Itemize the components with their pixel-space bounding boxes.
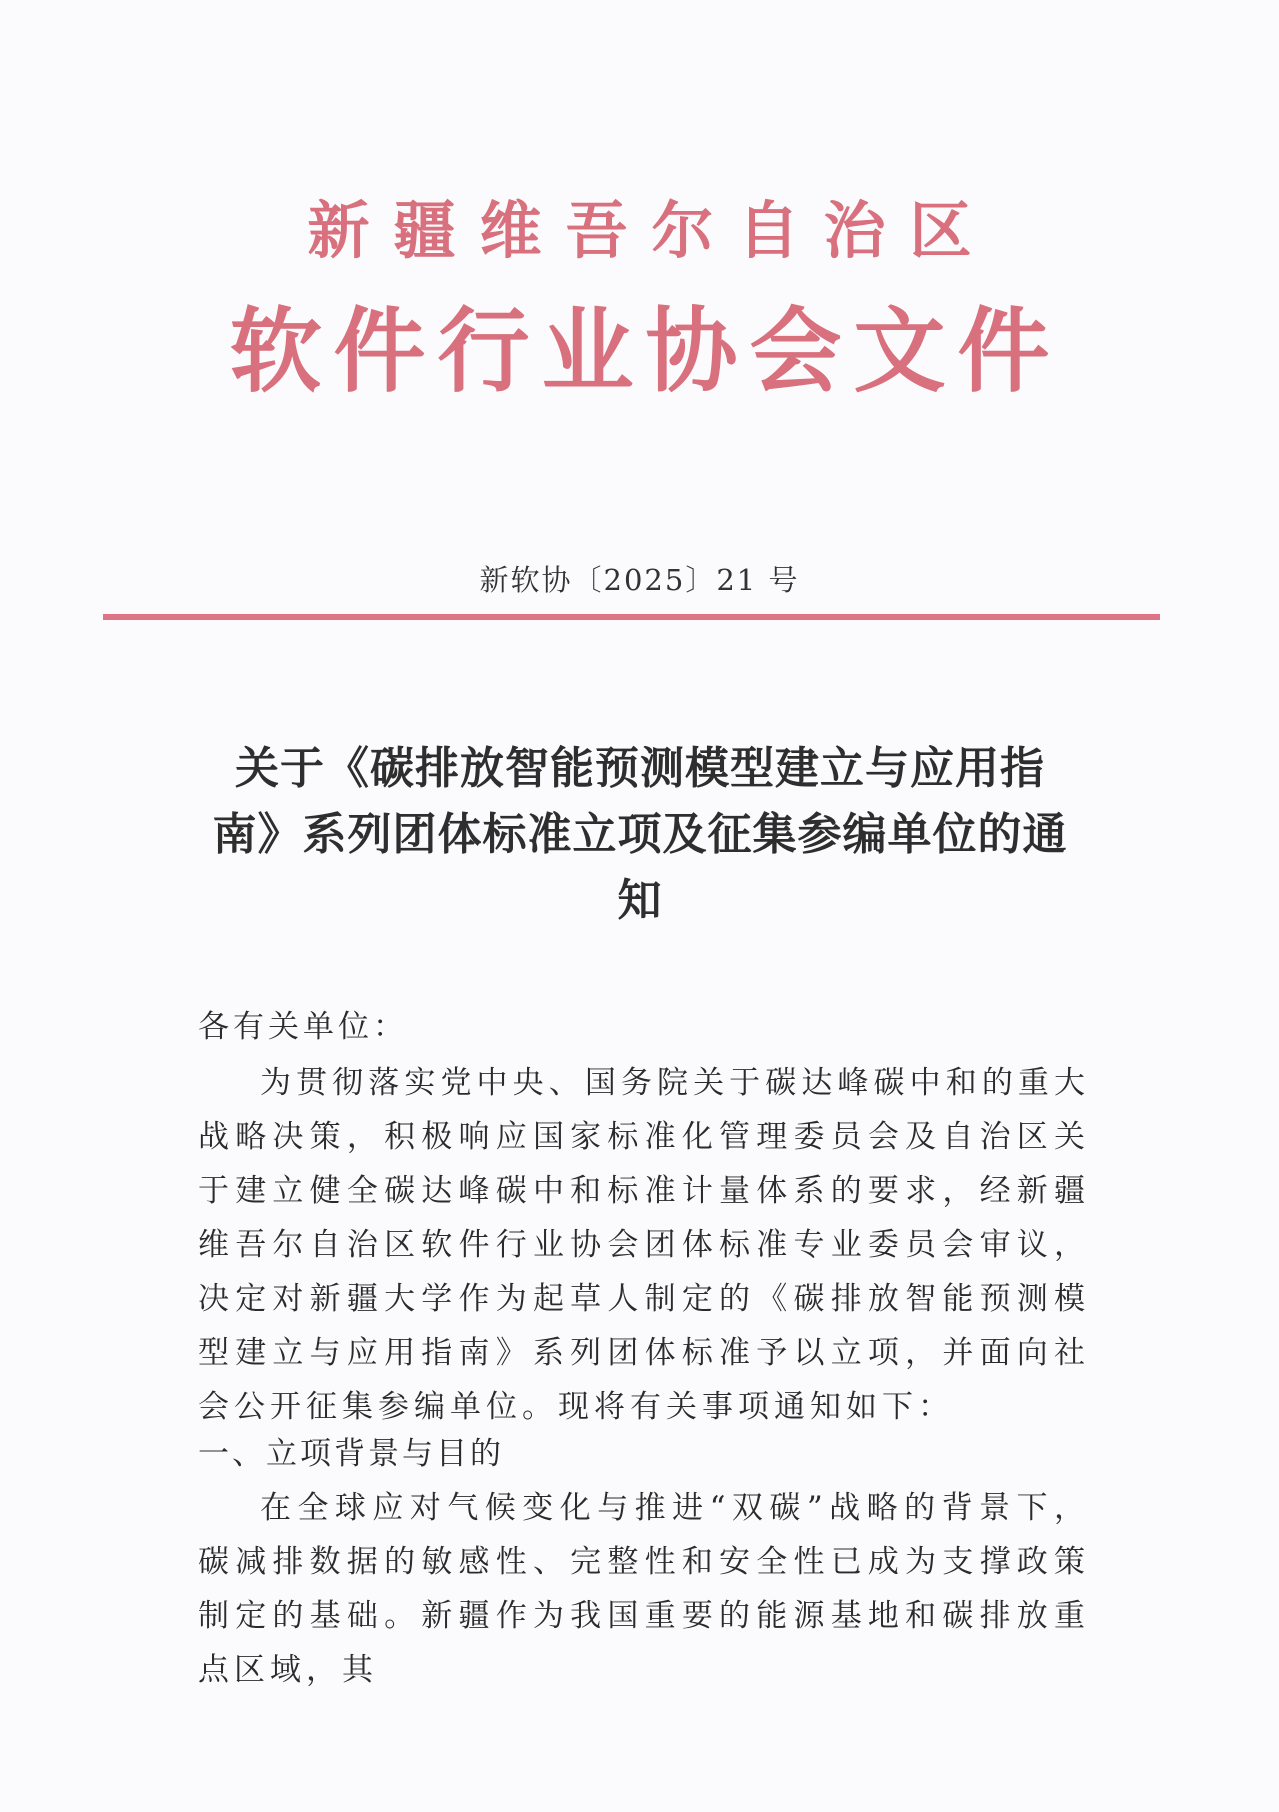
title-line-1: 关于《碳排放智能预测模型建立与应用指 [235,743,1045,794]
document-number: 新软协〔2025〕21 号 [479,563,800,597]
body-paragraph-1 [198,1056,1090,1434]
masthead-document-type: 软件行业协会文件 [229,298,1062,405]
masthead-region-name: 新疆维吾尔自治区 [307,194,996,267]
salutation: 各有关单位： [198,1009,408,1045]
paragraph-text: 在全球应对气候变化与推进“双碳”战略的背景下，碳减排数据的敏感性、完整性和安全性已成为支撑政策制定的基础。新疆作为我国重要的能源基地和碳排放重点区域，其 [198,1490,1090,1688]
section-heading-1: 一、立项背景与目的 [198,1436,504,1472]
title-line-2: 南》系列团体标准立项及征集参编单位的通 [212,809,1068,860]
paragraph-text: 为贯彻落实党中央、国务院关于碳达峰碳中和的重大战略决策，积极响应国家标准化管理委员会及自治区关于建立健全碳达峰碳中和标准计量体系的要求，经新疆维吾尔自治区软件行业协会团体标准专业委员会审议，决定对新疆大学作为起草人制定的《碳排放智能预测模型建立与应用指南》系列团体标准予以立项，并面向社会公开征集参编单位。现将有关事项通知如下： [198,1065,1090,1425]
body-paragraph-2 [198,1481,1090,1697]
red-divider-line [103,614,1160,620]
document-title [190,736,1090,934]
title-line-3: 知 [617,875,663,926]
